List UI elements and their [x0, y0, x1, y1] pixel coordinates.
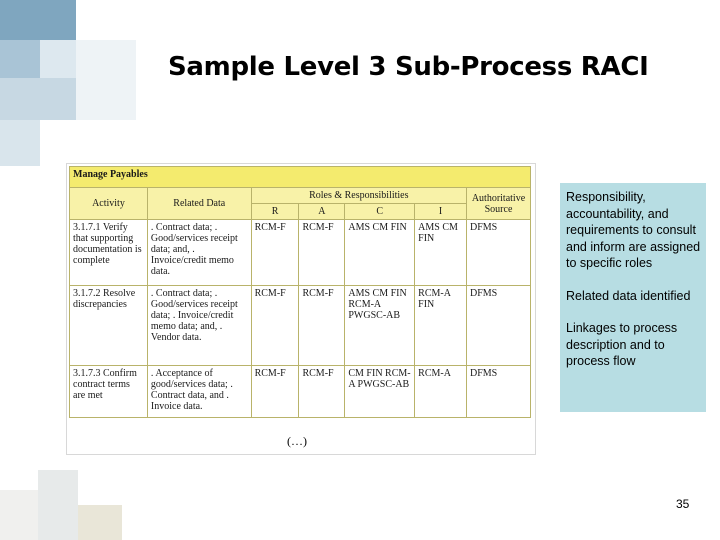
decor-block: [38, 470, 78, 540]
decor-block: [0, 120, 40, 166]
raci-table-image: [66, 163, 536, 455]
header-related-data: Related Data: [147, 188, 251, 220]
cell-related: . Acceptance of good/services data; . Contract data, and . Invoice data.: [147, 366, 251, 418]
header-activity: Activity: [70, 188, 148, 220]
table-continuation: (…): [287, 434, 307, 448]
header-roles: Roles & Responsibilities: [251, 188, 466, 204]
decor-block: [0, 78, 76, 120]
cell-source: DFMS: [467, 286, 531, 366]
callout-box: [560, 183, 706, 412]
header-source: Authoritative Source: [467, 188, 531, 220]
table-row: [70, 286, 531, 366]
callout-point: Responsibility, accountability, and requirements to consult and inform are assigned to specific roles: [566, 190, 701, 270]
header-a: A: [299, 204, 345, 220]
cell-i: AMS CM FIN: [415, 220, 467, 286]
cell-c: CM FIN RCM-A PWGSC-AB: [345, 366, 415, 418]
decor-block: [40, 40, 76, 78]
cell-activity: 3.1.7.3 Confirm contract terms are met: [70, 366, 148, 418]
header-r: R: [251, 204, 299, 220]
callout-point: Related data identified: [566, 288, 691, 303]
cell-related: . Contract data; . Good/services receipt data; . Invoice/credit memo data; and, . Vendor data.: [147, 286, 251, 366]
decor-block: [78, 505, 122, 540]
slide-title: Sample Level 3 Sub-Process RACI: [168, 52, 649, 82]
cell-i: RCM-A: [415, 366, 467, 418]
cell-c: AMS CM FIN RCM-A PWGSC-AB: [345, 286, 415, 366]
cell-c: AMS CM FIN: [345, 220, 415, 286]
cell-r: RCM-F: [251, 286, 299, 366]
cell-related: . Contract data; . Good/services receipt data; and, . Invoice/credit memo data.: [147, 220, 251, 286]
callout-point: Linkages to process description and to process flow: [566, 321, 678, 368]
decor-block: [0, 490, 38, 540]
raci-table: [69, 166, 531, 418]
header-c: C: [345, 204, 415, 220]
cell-activity: 3.1.7.2 Resolve discrepancies: [70, 286, 148, 366]
cell-i: RCM-A FIN: [415, 286, 467, 366]
cell-activity: 3.1.7.1 Verify that supporting documentation is complete: [70, 220, 148, 286]
table-title: Manage Payables: [70, 167, 531, 188]
table-row: [70, 366, 531, 418]
cell-source: DFMS: [467, 366, 531, 418]
cell-r: RCM-F: [251, 220, 299, 286]
decor-block: [0, 0, 76, 40]
cell-a: RCM-F: [299, 286, 345, 366]
cell-a: RCM-F: [299, 220, 345, 286]
cell-source: DFMS: [467, 220, 531, 286]
decor-block: [76, 40, 136, 120]
cell-r: RCM-F: [251, 366, 299, 418]
table-row: [70, 220, 531, 286]
cell-a: RCM-F: [299, 366, 345, 418]
decor-block: [0, 40, 40, 78]
page-number: 35: [676, 497, 690, 511]
header-i: I: [415, 204, 467, 220]
